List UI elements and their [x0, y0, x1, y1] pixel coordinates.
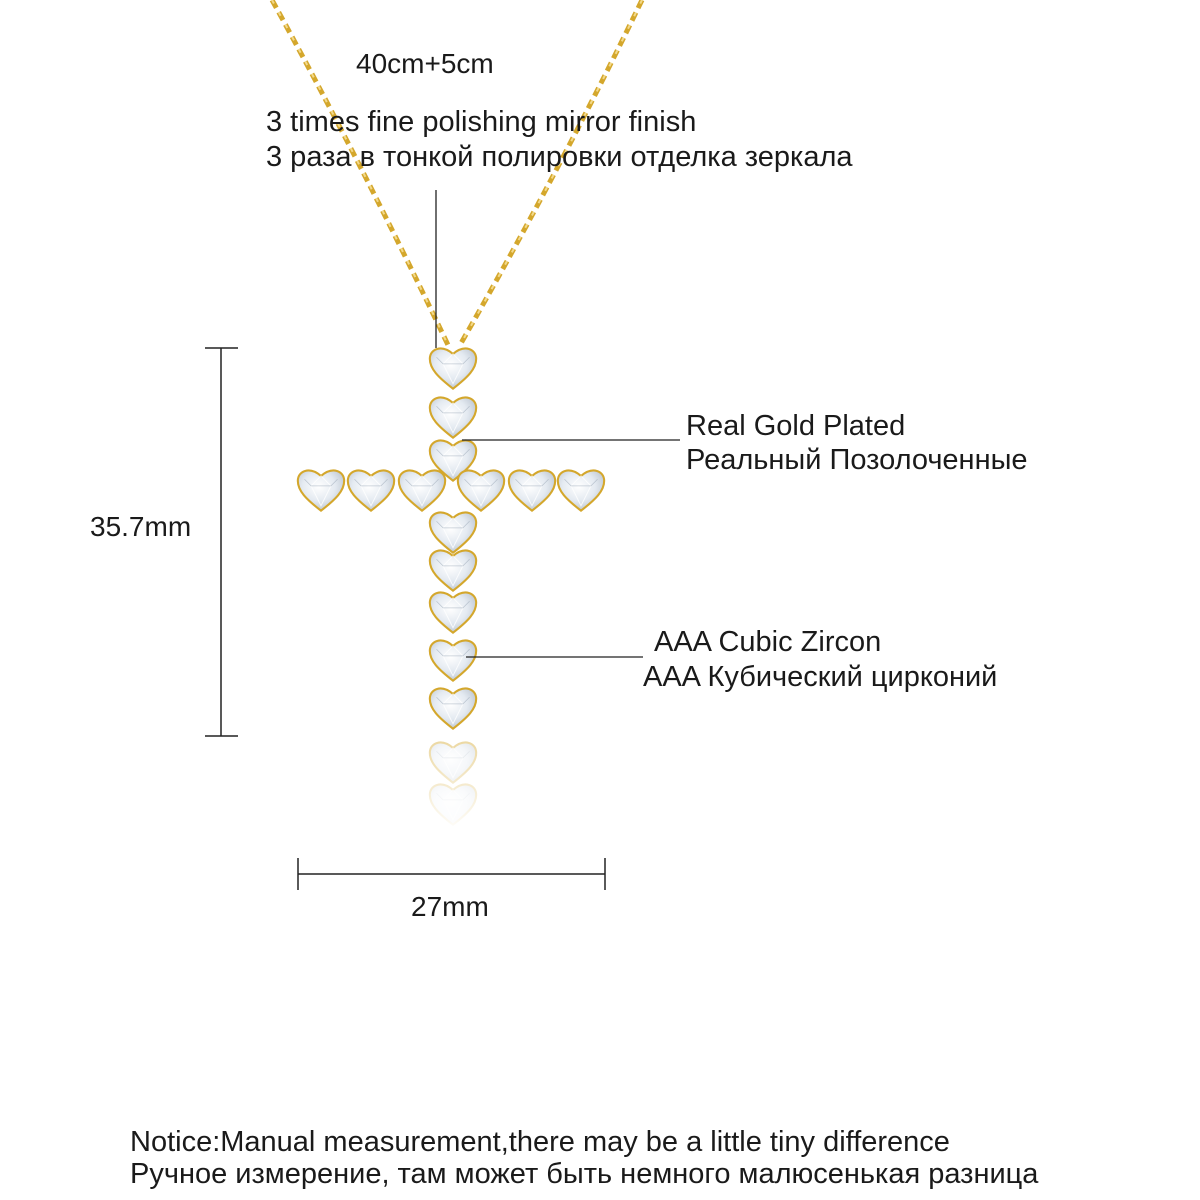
gold-label-ru: Реальный Позолоченные — [686, 444, 1028, 476]
chain-length-label: 40cm+5cm — [356, 48, 494, 79]
leader-lines — [436, 190, 680, 657]
notice-ru: Ручное измерение, там может быть немного малюсенькая разница — [130, 1158, 1039, 1190]
width-dimension-line — [298, 858, 605, 890]
notice-en: Notice:Manual measurement,there may be a little tiny difference — [130, 1126, 950, 1158]
height-dimension-line — [205, 348, 238, 736]
zircon-label-en: AAA Cubic Zircon — [654, 626, 882, 658]
polish-label-ru: 3 раза в тонкой полировки отделка зеркала — [266, 141, 853, 173]
cross-pendant-icon — [298, 349, 604, 834]
height-label: 35.7mm — [90, 511, 192, 542]
gold-label-en: Real Gold Plated — [686, 410, 906, 442]
width-label: 27mm — [411, 891, 489, 922]
zircon-label-ru: AAA Кубический цирконий — [643, 661, 998, 693]
polish-label-en: 3 times fine polishing mirror finish — [266, 106, 697, 138]
